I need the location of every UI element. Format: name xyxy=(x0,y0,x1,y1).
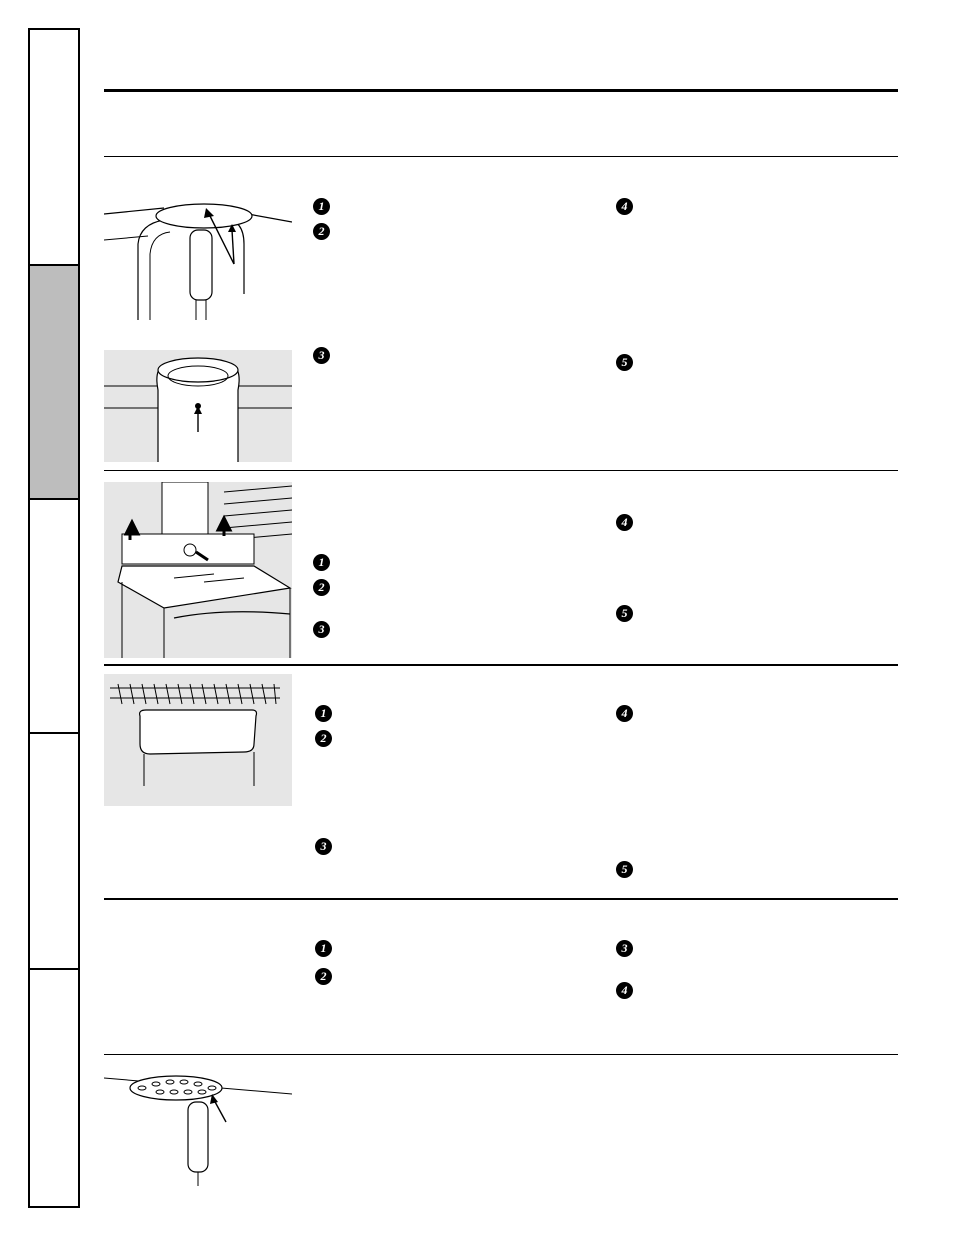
section-rule-4 xyxy=(104,898,898,900)
step-bullet: 3 xyxy=(616,940,633,957)
step-bullet: 4 xyxy=(616,705,633,722)
step-bullet: 1 xyxy=(315,940,332,957)
step-bullet: 5 xyxy=(616,605,633,622)
step-bullet: 5 xyxy=(616,354,633,371)
step-bullet: 2 xyxy=(315,730,332,747)
side-tab-5[interactable] xyxy=(28,968,80,1208)
step-bullet: 5 xyxy=(616,861,633,878)
dispenser-cup-illustration xyxy=(104,350,292,462)
step-bullet: 1 xyxy=(313,198,330,215)
section-rule-1 xyxy=(104,156,898,157)
step-bullet: 2 xyxy=(315,968,332,985)
section-rule-5 xyxy=(104,1054,898,1055)
dispenser-top-illustration xyxy=(104,184,292,320)
side-tab-1[interactable] xyxy=(28,28,80,266)
step-bullet: 4 xyxy=(616,198,633,215)
step-bullet: 2 xyxy=(313,579,330,596)
section-rule-3 xyxy=(104,664,898,666)
side-tab-4[interactable] xyxy=(28,732,80,970)
header-rule xyxy=(104,89,898,92)
step-bullet: 2 xyxy=(313,223,330,240)
step-bullet: 3 xyxy=(313,347,330,364)
dispenser-light-illustration xyxy=(104,1064,292,1186)
bin-under-shelf-illustration xyxy=(104,674,292,806)
shelf-removal-illustration xyxy=(104,482,292,658)
step-bullet: 3 xyxy=(313,621,330,638)
step-bullet: 4 xyxy=(616,982,633,999)
section-rule-2 xyxy=(104,470,898,471)
step-bullet: 4 xyxy=(616,514,633,531)
step-bullet: 1 xyxy=(313,554,330,571)
step-bullet: 1 xyxy=(315,705,332,722)
side-tab-3[interactable] xyxy=(28,498,80,734)
side-tab-2[interactable] xyxy=(28,264,80,500)
step-bullet: 3 xyxy=(315,838,332,855)
side-tabs xyxy=(28,28,84,1208)
